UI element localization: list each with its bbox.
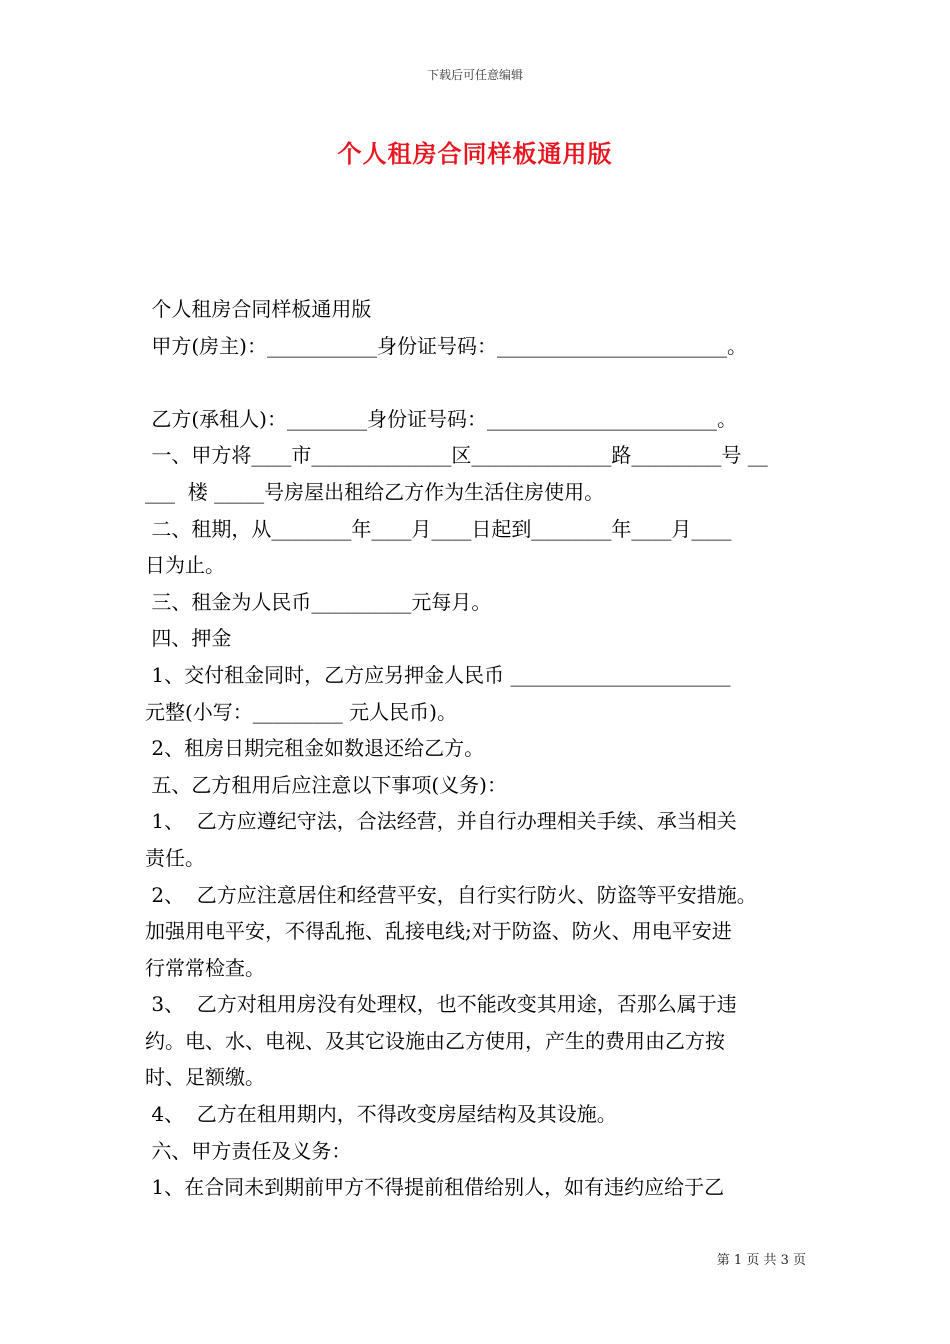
body-line: 2、 乙方应注意居住和经营平安，自行实行防火、防盗等平安措施。 <box>145 882 757 907</box>
body-line: 一、甲方将____市______________区______________路_________号 __ <box>145 443 768 468</box>
page-number: 第 1 页 共 3 页 <box>716 1253 806 1268</box>
body-line: 四、押金 <box>145 626 232 651</box>
body-line: 乙方(承租人)：________身份证号码：_______________________。 <box>145 406 737 431</box>
body-line: 五、乙方租用后应注意以下事项(义务)： <box>145 772 507 797</box>
body-line <box>145 364 809 401</box>
body-line: 责任。 <box>145 845 205 870</box>
document-title: 个人租房合同样板通用版 <box>337 139 613 168</box>
body-line: 甲方(房主)：___________身份证号码：_______________________。 <box>145 333 747 358</box>
body-line: 三、租金为人民币__________元每月。 <box>145 589 492 614</box>
contract-body <box>145 291 809 1206</box>
body-line: 约。电、水、电视、及其它设施由乙方使用，产生的费用由乙方按 <box>145 1028 725 1053</box>
body-line: 3、 乙方对租用房没有处理权，也不能改变其用途，否那么属于违 <box>145 992 737 1017</box>
body-line: 二、租期，从________年____月____日起到________年____月____ <box>145 516 732 541</box>
body-line: 个人租房合同样板通用版 <box>145 297 372 321</box>
header-note: 下载后可任意编辑 <box>426 68 523 82</box>
body-line: 2、租房日期完租金如数退还给乙方。 <box>145 736 485 761</box>
body-line: 六、甲方责任及义务： <box>145 1138 352 1163</box>
body-line: 行常常检查。 <box>145 955 265 980</box>
body-line: 1、在合同未到期前甲方不得提前租借给别人，如有违约应给于乙 <box>145 1175 725 1200</box>
body-line: 元整(小写：_________ 元人民币)。 <box>145 699 457 724</box>
body-line: 1、 乙方应遵纪守法，合法经营，并自行办理相关手续、承当相关 <box>145 809 737 834</box>
body-line: 加强用电平安，不得乱拖、乱接电线;对于防盗、防火、用电平安进 <box>145 919 732 944</box>
body-line: 时、足额缴。 <box>145 1065 265 1090</box>
body-line: 日为止。 <box>145 553 225 578</box>
body-line: 4、 乙方在租用期内，不得改变房屋结构及其设施。 <box>145 1102 617 1127</box>
body-line: 1、交付租金同时，乙方应另押金人民币 ______________________ <box>145 662 731 687</box>
body-line: ___ 楼 _____号房屋出租给乙方作为生活住房使用。 <box>145 479 605 504</box>
